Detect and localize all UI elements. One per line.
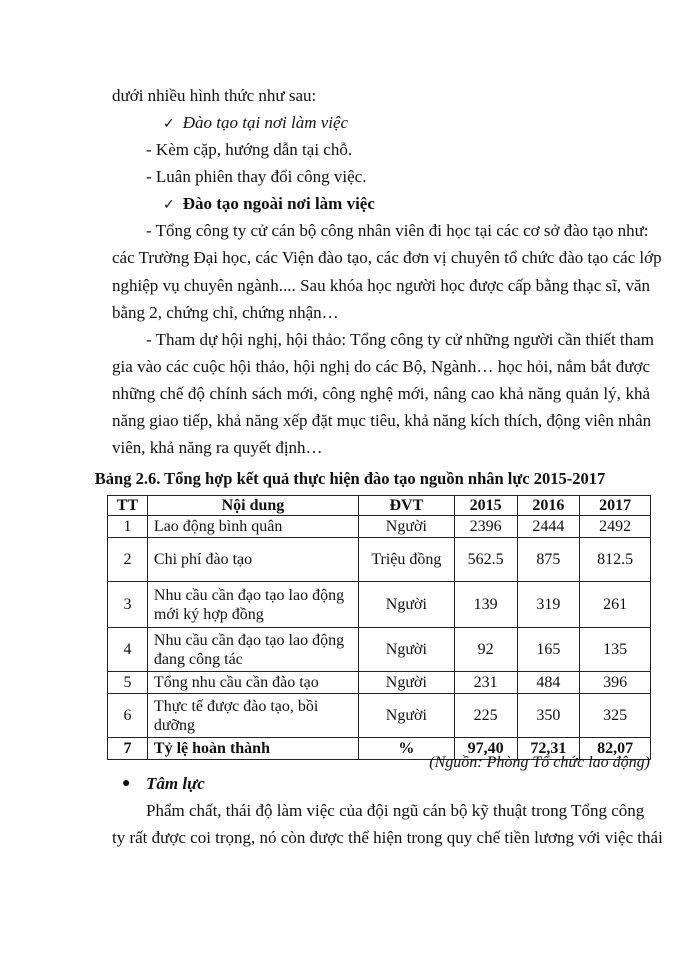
- cell-content: Nhu cầu cần đạo tạo lao động mới ký hợp đồng: [147, 582, 358, 628]
- p2-line-3: những chế độ chính sách mới, công nghệ mới, nâng cao khả năng quản lý, khả: [112, 384, 650, 403]
- p3-line-2: ty rất được coi trọng, nó còn được thể hiện trong quy chế tiền lương với việc thái: [112, 828, 663, 847]
- p2-line-5: viên, khả năng ra quyết định…: [112, 438, 323, 457]
- p1-line-4: bằng 2, chứng chỉ, chứng nhận…: [112, 303, 339, 322]
- cell-tt: 6: [108, 694, 148, 738]
- cell-2016: 2444: [517, 516, 580, 538]
- table-header-row: [108, 496, 651, 516]
- cell-2015: 562.5: [454, 538, 517, 582]
- training-results-table: [107, 495, 651, 760]
- table-source: (Nguồn: Phòng Tổ chức lao động): [429, 754, 650, 771]
- cell-unit: Người: [358, 628, 454, 672]
- onsite-item-1: - Kèm cặp, hướng dẫn tại chỗ.: [146, 140, 353, 159]
- cell-2015: 92: [454, 628, 517, 672]
- cell-2016: 319: [517, 582, 580, 628]
- onsite-heading-label: Đào tạo tại nơi làm việc: [182, 113, 349, 132]
- cell-2017: 325: [580, 694, 651, 738]
- cell-2015: 231: [454, 672, 517, 694]
- checkmark-icon: ✓: [163, 116, 175, 132]
- cell-tt: 1: [108, 516, 148, 538]
- tamluc-heading: Tâm lực: [146, 774, 205, 793]
- cell-content: Tổng nhu cầu cần đào tạo: [147, 672, 358, 694]
- header-dvt: ĐVT: [358, 496, 454, 516]
- cell-2015: 139: [454, 582, 517, 628]
- cell-unit: Người: [358, 672, 454, 694]
- onsite-heading: [163, 113, 348, 134]
- offsite-heading: [163, 194, 375, 215]
- p1-line-3: nghiệp vụ chuyên ngành.... Sau khóa học người học được cấp bằng thạc sĩ, văn: [112, 276, 650, 295]
- header-2015: 2015: [454, 496, 517, 516]
- onsite-item-2: - Luân phiên thay đổi công việc.: [146, 167, 367, 186]
- p3-line-1: Phẩm chất, thái độ làm việc của đội ngũ cán bộ kỹ thuật trong Tổng công: [146, 801, 645, 820]
- header-tt: TT: [108, 496, 148, 516]
- p2-line-1: - Tham dự hội nghị, hội thảo: Tổng công ty cử những người cần thiết tham: [146, 330, 654, 349]
- cell-content: Nhu cầu cần đạo tạo lao động đang công tác: [147, 628, 358, 672]
- table-caption: Bảng 2.6. Tổng hợp kết quả thực hiện đào tạo nguồn nhân lực 2015-2017: [94, 469, 606, 488]
- intro-text: dưới nhiều hình thức như sau:: [112, 86, 317, 105]
- cell-content: Lao động bình quân: [147, 516, 358, 538]
- p2-line-4: năng giao tiếp, khả năng xếp đặt mục tiêu, khả năng kích thích, động viên nhân: [112, 411, 652, 430]
- table-row: [108, 538, 651, 582]
- cell-2015: 97,40: [454, 738, 517, 760]
- table-row: [108, 582, 651, 628]
- header-2016: 2016: [517, 496, 580, 516]
- cell-content: Chi phí đào tạo: [147, 538, 358, 582]
- table-row: [108, 694, 651, 738]
- cell-tt: 2: [108, 538, 148, 582]
- cell-unit: Người: [358, 516, 454, 538]
- cell-2017: 135: [580, 628, 651, 672]
- table-row: [108, 516, 651, 538]
- cell-tt: 4: [108, 628, 148, 672]
- cell-2017: 82,07: [580, 738, 651, 760]
- table-row: [108, 628, 651, 672]
- cell-tt: 7: [108, 738, 148, 760]
- cell-2017: 261: [580, 582, 651, 628]
- cell-2016: 350: [517, 694, 580, 738]
- cell-2016: 484: [517, 672, 580, 694]
- header-2017: 2017: [580, 496, 651, 516]
- cell-2017: 812.5: [580, 538, 651, 582]
- cell-2016: 875: [517, 538, 580, 582]
- p1-line-1: - Tổng công ty cử cán bộ công nhân viên đi học tại các cơ sở đào tạo như:: [146, 221, 649, 240]
- cell-2016: 165: [517, 628, 580, 672]
- cell-content: Thực tế được đào tạo, bồi dưỡng: [147, 694, 358, 738]
- offsite-heading-label: Đào tạo ngoài nơi làm việc: [182, 194, 375, 213]
- cell-2016: 72,31: [517, 738, 580, 760]
- cell-2017: 2492: [580, 516, 651, 538]
- cell-unit: Người: [358, 582, 454, 628]
- cell-2015: 2396: [454, 516, 517, 538]
- p1-line-2: các Trường Đại học, các Viện đào tạo, các đơn vị chuyên tổ chức đào tạo các lớp: [112, 248, 662, 267]
- cell-2015: 225: [454, 694, 517, 738]
- header-noi-dung: Nội dung: [147, 496, 358, 516]
- p2-line-2: gia vào các cuộc hội thảo, hội nghị do các Bộ, Ngành… học hỏi, nắm bắt được: [112, 357, 650, 376]
- cell-unit: %: [358, 738, 454, 760]
- cell-tt: 5: [108, 672, 148, 694]
- cell-2017: 396: [580, 672, 651, 694]
- cell-tt: 3: [108, 582, 148, 628]
- cell-content: Tỷ lệ hoàn thành: [147, 738, 358, 760]
- checkmark-icon: ✓: [163, 197, 175, 213]
- table-row: [108, 672, 651, 694]
- cell-unit: Triệu đồng: [358, 538, 454, 582]
- bullet-dot-icon: ●: [122, 776, 131, 791]
- cell-unit: Người: [358, 694, 454, 738]
